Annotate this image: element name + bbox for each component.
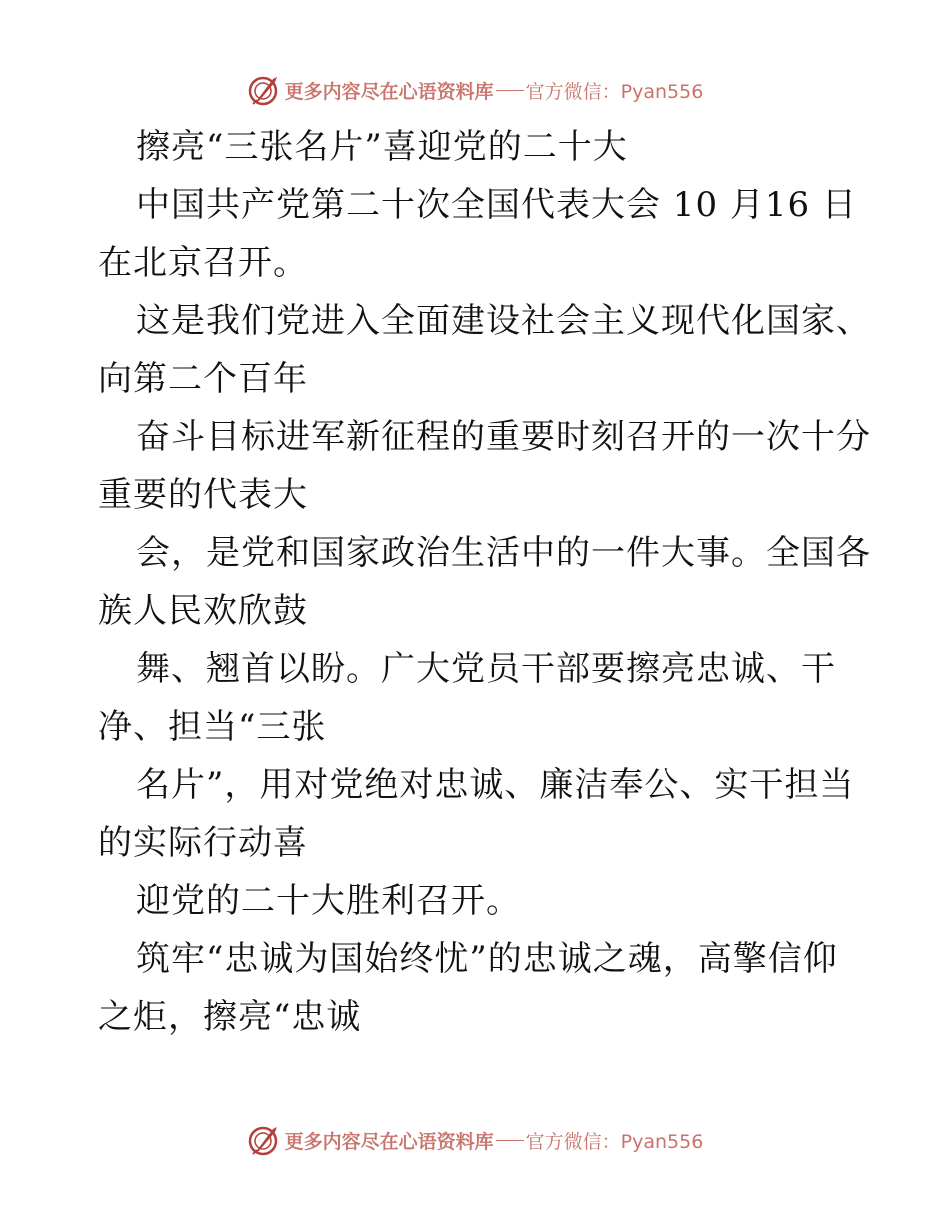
- paragraph-line: 族人民欢欣鼓: [98, 591, 308, 631]
- footer-brand-text: 更多内容尽在心语资料库: [284, 1130, 494, 1153]
- paragraph-line: 之炬，擦亮“忠诚: [98, 997, 362, 1037]
- footer-contact-text: 官方微信：Pyan556: [525, 1130, 704, 1153]
- paragraph-line: 中国共产党第二十次全国代表大会 10 月16 日: [136, 185, 857, 225]
- document-body: [98, 118, 871, 1046]
- paragraph-line: 这是我们党进入全面建设社会主义现代化国家、: [136, 301, 871, 341]
- header-banner: [0, 70, 950, 110]
- paragraph-line: 筑牢“忠诚为国始终忧”的忠诚之魂，高擎信仰: [136, 939, 838, 979]
- paragraph-line: 会，是党和国家政治生活中的一件大事。全国各: [136, 533, 871, 573]
- header-separator: [496, 90, 524, 91]
- paragraph-line: 在北京召开。: [98, 243, 308, 283]
- paragraph-line: 迎党的二十大胜利召开。: [136, 881, 521, 921]
- paragraph-line: 舞、翘首以盼。广大党员干部要擦亮忠诚、干: [136, 649, 836, 689]
- paragraph-line: 奋斗目标进军新征程的重要时刻召开的一次十分: [136, 417, 871, 457]
- paragraph-line: 净、担当“三张: [98, 707, 327, 747]
- paragraph-line: 的实际行动喜: [98, 823, 308, 863]
- paragraph-line: 名片”，用对党绝对忠诚、廉洁奉公、实干担当: [136, 765, 855, 805]
- footer-banner: [0, 1120, 950, 1160]
- footer-separator: [496, 1140, 524, 1141]
- header-brand-text: 更多内容尽在心语资料库: [284, 80, 494, 103]
- quill-pen-logo-icon: [247, 73, 281, 107]
- document-title: 擦亮“三张名片”喜迎党的二十大: [136, 127, 628, 167]
- quill-pen-logo-icon: [247, 1123, 281, 1157]
- header-contact-text: 官方微信：Pyan556: [525, 80, 704, 103]
- paragraph-line: 重要的代表大: [98, 475, 308, 515]
- paragraph-line: 向第二个百年: [98, 359, 308, 399]
